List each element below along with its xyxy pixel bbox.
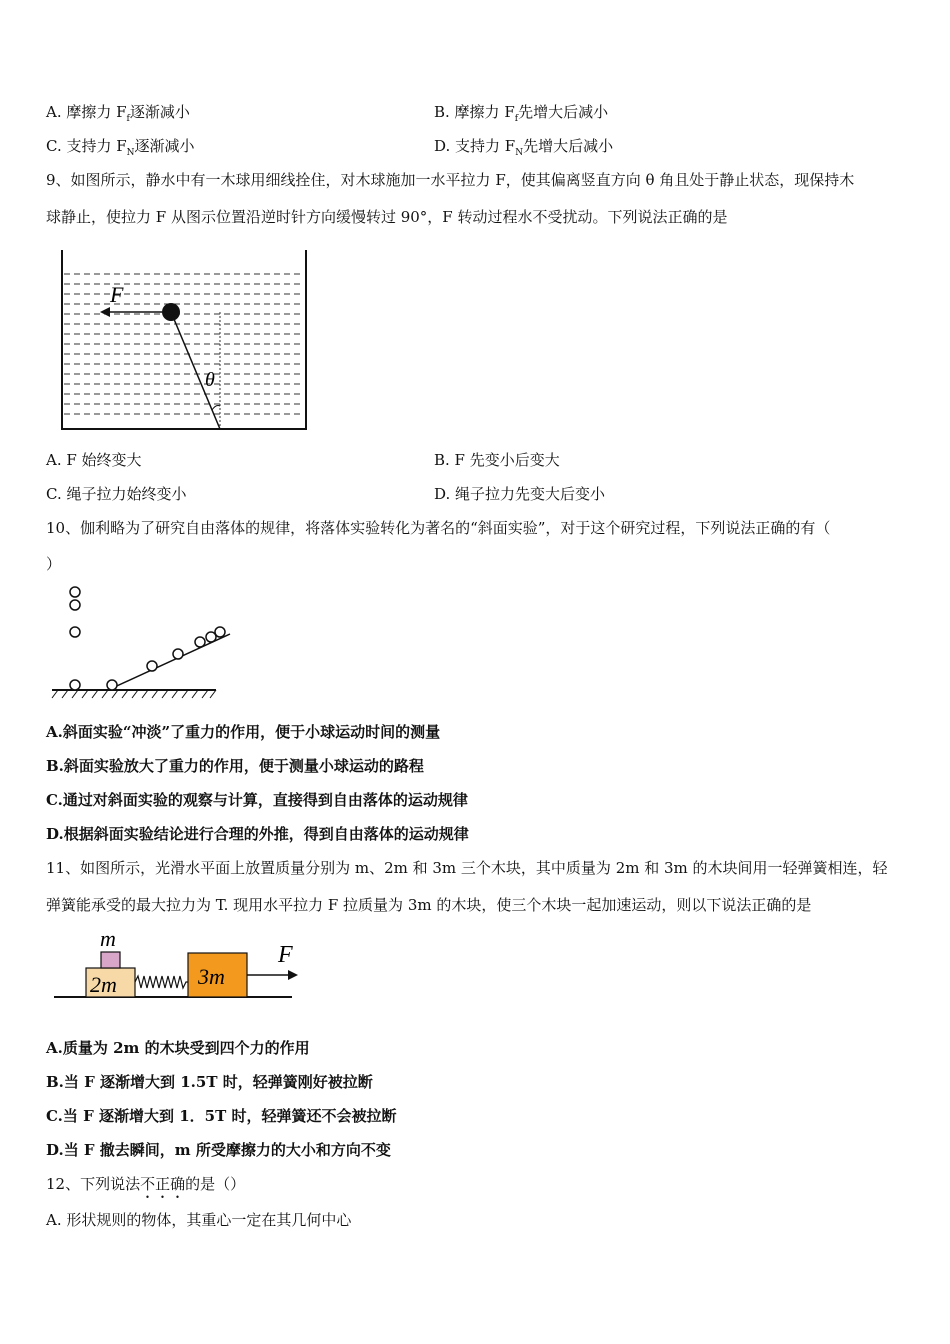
q8-option-a-sub: f (126, 114, 130, 124)
block-m (101, 952, 120, 968)
q8-option-c-sub: N (126, 148, 135, 158)
q9-option-a: A. F 始终变大 (46, 451, 142, 469)
q8-option-d-text: D. 支持力 F (434, 137, 516, 155)
q10-figure (48, 582, 220, 702)
q11-stem-line2: 弹簧能承受的最大拉力为 T. 现用水平拉力 F 拉质量为 3m 的木块，使三个木块一起加速运动，则以下说法正确的是 (46, 896, 812, 914)
q10-stem-line2: ） (46, 555, 62, 573)
q10-stem-line1: 10、伽利略为了研究自由落体的规律，将落体实验转化为著名的“斜面实验”，对于这个研究过程，下列说法正确的有（ (46, 519, 831, 537)
label-m: m (100, 926, 116, 951)
q8-option-d-sub: N (515, 148, 524, 158)
q11-option-a: A.质量为 2m 的木块受到四个力的作用 (46, 1039, 310, 1057)
q10-option-a: A.斜面实验“冲淡”了重力的作用，便于小球运动时间的测量 (46, 723, 441, 741)
spring (135, 976, 188, 988)
q9-stem-line2: 球静止，使拉力 F 从图示位置沿逆时针方向缓慢转过 90°，F 转动过程水不受扰动。下列说法正确的是 (46, 208, 728, 226)
q11-option-b: B.当 F 逐渐增大到 1.5T 时，轻弹簧刚好被拉断 (46, 1073, 373, 1091)
q8-option-b-text: B. 摩擦力 F (434, 103, 515, 121)
force-arrowhead (288, 970, 298, 980)
q10-option-c: C.通过对斜面实验的观察与计算，直接得到自由落体的运动规律 (46, 791, 468, 809)
q9-option-c: C. 绳子拉力始终变小 (46, 485, 187, 503)
q12-option-a: A. 形状规则的物体，其重心一定在其几何中心 (46, 1211, 352, 1229)
wooden-ball (162, 303, 180, 321)
q9-option-b: B. F 先变小后变大 (434, 451, 560, 469)
q11-stem-line1: 11、如图所示，光滑水平面上放置质量分别为 m、2m 和 3m 三个木块，其中质量为 2m 和 3m 的木块间用一轻弹簧相连，轻 (46, 859, 888, 877)
label-3m: 3m (198, 964, 225, 989)
q12-stem-suffix: 的是（） (185, 1175, 246, 1193)
q8-option-c-text: C. 支持力 F (46, 137, 127, 155)
q11-figure (54, 926, 304, 1002)
q9-stem-line1: 9、如图所示，静水中有一木球用细线拴住，对木球施加一水平拉力 F，使其偏离竖直方向 θ 角且处于静止状态，现保持木 (46, 171, 855, 189)
q8-option-b-sub: f (514, 114, 519, 124)
q9-option-d: D. 绳子拉力先变大后变小 (434, 485, 606, 503)
force-label: F (110, 282, 124, 307)
q12-stem (46, 1174, 245, 1202)
q11-option-c: C.当 F 逐渐增大到 1．5T 时，轻弹簧还不会被拉断 (46, 1107, 397, 1125)
q12-stem-emphasis: 不正确 (140, 1175, 186, 1193)
q11-option-d: D.当 F 撤去瞬间，m 所受摩擦力的大小和方向不变 (46, 1141, 391, 1159)
q12-stem-prefix: 12、下列说法 (46, 1175, 141, 1193)
q8-option-c-suffix: 逐渐减小 (134, 137, 195, 155)
q10-option-b: B.斜面实验放大了重力的作用，便于测量小球运动的路程 (46, 757, 424, 775)
balls (70, 587, 225, 690)
q10-option-d: D.根据斜面实验结论进行合理的外推，得到自由落体的运动规律 (46, 825, 469, 843)
q8-option-d (434, 136, 613, 163)
q9-figure (60, 250, 310, 434)
q8-option-b (434, 102, 608, 129)
q8-option-b-suffix: 先增大后减小 (518, 103, 609, 121)
q8-option-a-text: A. 摩擦力 F (46, 103, 127, 121)
label-f: F (278, 942, 293, 968)
q8-option-c (46, 136, 195, 163)
container (62, 250, 306, 429)
force-arrowhead (100, 307, 110, 317)
theta-arc (212, 406, 220, 411)
q8-option-a-suffix: 逐渐减小 (129, 103, 190, 121)
q8-option-d-suffix: 先增大后减小 (523, 137, 614, 155)
ground-hatch (52, 690, 216, 698)
label-2m: 2m (90, 972, 117, 997)
q8-option-a (46, 102, 190, 129)
theta-label: θ (205, 369, 215, 391)
